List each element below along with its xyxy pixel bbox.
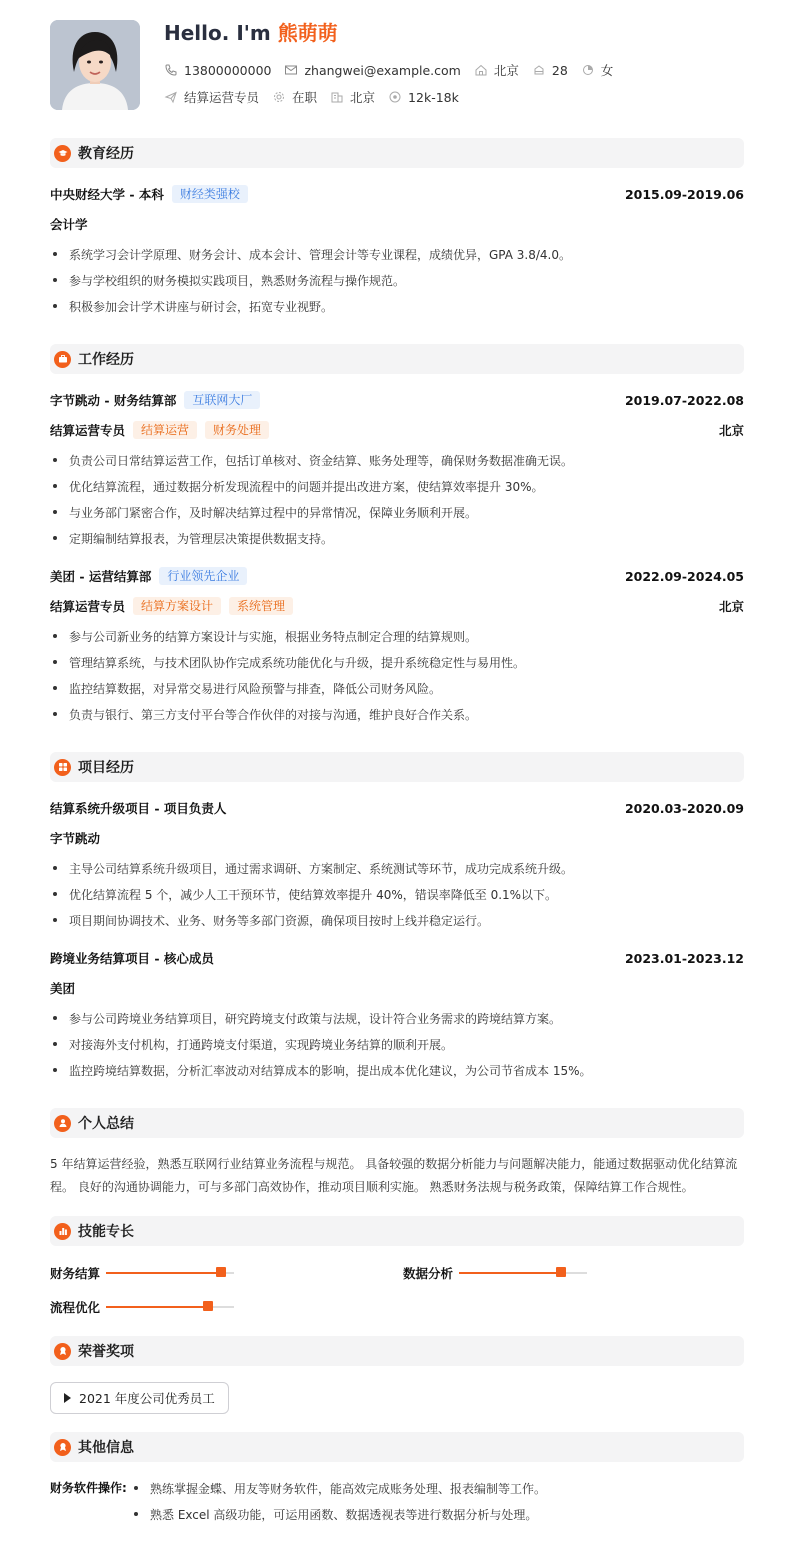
skill-name: 数据分析 [403, 1266, 454, 1281]
bullet-text: 积极参加会计学术讲座与研讨会，拓宽专业视野。 [69, 299, 334, 314]
skill-level-marker [556, 1267, 566, 1277]
bullet-text: 负责公司日常结算运营工作，包括订单核对、资金结算、账务处理等，确保财务数据准确无误。 [69, 453, 574, 468]
bullet-text: 对接海外支付机构，打通跨境支付渠道，实现跨境业务结算的顺利开展。 [69, 1037, 454, 1052]
status-text: 在职 [292, 90, 318, 105]
list-item [50, 529, 744, 547]
status-item [272, 88, 317, 106]
project-title: 结算系统升级项目 - 项目负责人 [50, 801, 227, 816]
list-item [50, 679, 744, 697]
skill-bar-fill [459, 1272, 561, 1274]
bullet-dot [134, 1512, 138, 1516]
expand-arrow-icon [64, 1393, 71, 1403]
work-period: 2022.09-2024.05 [624, 568, 744, 584]
age-icon [532, 63, 546, 77]
section-summary [50, 1108, 744, 1138]
skill-bar [106, 1272, 234, 1274]
bullet-text: 定期编制结算报表，为管理层决策提供数据支持。 [69, 531, 334, 546]
section-awards [50, 1336, 744, 1366]
section-title: 个人总结 [78, 1116, 134, 1132]
user-icon [54, 1115, 71, 1132]
skill-name: 财务结算 [50, 1266, 101, 1281]
skill-level-marker [203, 1301, 213, 1311]
list-item [50, 911, 744, 929]
bullet-dot [53, 1068, 57, 1072]
section-education [50, 138, 744, 168]
bullet-dot [53, 536, 57, 540]
phone-text: 13800000000 [184, 62, 272, 78]
skill-bar-fill [106, 1272, 221, 1274]
education-period: 2015.09-2019.06 [624, 186, 744, 202]
bullet-dot [53, 252, 57, 256]
mail-icon [284, 63, 298, 77]
bullet-text: 与业务部门紧密合作，及时解决结算过程中的异常情况，保障业务顺利开展。 [69, 505, 478, 520]
section-other [50, 1432, 744, 1462]
bullet-dot [53, 866, 57, 870]
gender-text: 女 [600, 63, 614, 78]
project-title: 跨境业务结算项目 - 核心成员 [50, 951, 214, 966]
bullet-text: 主导公司结算系统升级项目，通过需求调研、方案制定、系统测试等环节，成功完成系统升级。 [69, 861, 574, 876]
salary-text: 12k-18k [408, 89, 459, 105]
bullet-text: 参与公司新业务的结算方案设计与实施，根据业务特点制定合理的结算规则。 [69, 629, 478, 644]
list-item [134, 1505, 537, 1523]
company-tag: 行业领先企业 [159, 567, 247, 585]
list-item [50, 1061, 744, 1079]
bar-chart-icon [54, 1223, 71, 1240]
certificate-icon [54, 1439, 71, 1456]
bullet-dot [53, 712, 57, 716]
graduation-cap-icon [54, 145, 71, 162]
list-item [50, 1009, 744, 1027]
skill-bar [459, 1272, 587, 1274]
bullet-text: 优化结算流程 5 个，减少人工干预环节，使结算效率提升 40%，错误率降低至 0.1%以下。 [69, 887, 558, 902]
location-text: 北京 [493, 63, 519, 78]
list-item [50, 885, 744, 903]
project-period: 2020.03-2020.09 [624, 800, 744, 816]
work-header [50, 566, 744, 586]
bullet-dot [53, 484, 57, 488]
work-role-row [50, 420, 744, 440]
skill-tag: 财务处理 [205, 421, 269, 439]
section-work [50, 344, 744, 374]
section-title: 荣誉奖项 [78, 1344, 134, 1360]
list-item [50, 653, 744, 671]
other-label: 财务软件操作: [50, 1481, 127, 1495]
work-header [50, 390, 744, 410]
list-item [50, 705, 744, 723]
bullet-dot [134, 1486, 138, 1490]
list-item [50, 451, 744, 469]
education-major-row [50, 214, 744, 234]
project-period: 2023.01-2023.12 [624, 950, 744, 966]
section-title: 工作经历 [78, 352, 134, 368]
bullet-dot [53, 892, 57, 896]
bullet-dot [53, 634, 57, 638]
section-project [50, 752, 744, 782]
skill-item [403, 1263, 587, 1283]
section-title: 项目经历 [78, 760, 134, 776]
briefcase-icon [54, 351, 71, 368]
email-item [284, 63, 460, 78]
bullet-text: 监控跨境结算数据，分析汇率波动对结算成本的影响，提出成本优化建议，为公司节省成本 15%。 [69, 1063, 592, 1078]
list-item [50, 297, 744, 315]
gender-item [581, 61, 614, 79]
project-org-row [50, 828, 744, 848]
list-item [50, 627, 744, 645]
list-item [50, 477, 744, 495]
project-org: 美团 [50, 981, 76, 996]
section-title: 技能专长 [78, 1224, 134, 1240]
list-item [50, 859, 744, 877]
city-text: 北京 [350, 90, 376, 105]
bullet-text: 管理结算系统，与技术团队协作完成系统功能优化与升级，提升系统稳定性与易用性。 [69, 655, 526, 670]
award-icon [54, 1343, 71, 1360]
company-name: 字节跳动 - 财务结算部 [50, 393, 177, 408]
bullet-text: 参与公司跨境业务结算项目，研究跨境支付政策与法规，设计符合业务需求的跨境结算方案。 [69, 1011, 562, 1026]
summary-text: 5 年结算运营经验，熟悉互联网行业结算业务流程与规范。 具备较强的数据分析能力与问题解决能力，能通过数据驱动优化结算流程。 良好的沟通协调能力，可与多部门高效协作，推动项目顺利实施。 熟悉财务法规与税务政策，保障结算工作合规性。 [50, 1157, 738, 1194]
grid-icon [54, 759, 71, 776]
contact-row [164, 61, 626, 79]
list-item [134, 1479, 546, 1497]
project-org: 字节跳动 [50, 831, 101, 846]
section-title: 其他信息 [78, 1440, 134, 1456]
company-tag: 互联网大厂 [184, 391, 260, 409]
bullet-dot [53, 278, 57, 282]
phone-item [164, 63, 271, 78]
salary-icon [388, 90, 402, 104]
school-tag: 财经类强校 [172, 185, 248, 203]
list-item [50, 1035, 744, 1053]
position-text: 结算运营专员 [184, 90, 260, 105]
bullet-text: 项目期间协调技术、业务、财务等多部门资源，确保项目按时上线并稳定运行。 [69, 913, 490, 928]
phone-icon [164, 63, 178, 77]
work-role-row [50, 596, 744, 616]
role-name: 结算运营专员 [50, 599, 126, 614]
list-item [50, 245, 744, 263]
education-header [50, 184, 744, 204]
work-period: 2019.07-2022.08 [624, 392, 744, 408]
bullet-dot [53, 458, 57, 462]
skill-tag: 系统管理 [229, 597, 293, 615]
award-item[interactable] [50, 1382, 229, 1414]
bullet-text: 熟练掌握金蝶、用友等财务软件，能高效完成账务处理、报表编制等工作。 [150, 1481, 547, 1496]
bullet-text: 参与学校组织的财务模拟实践项目，熟悉财务流程与操作规范。 [69, 273, 406, 288]
project-org-row [50, 978, 744, 998]
age-item [532, 63, 568, 78]
section-skills [50, 1216, 744, 1246]
gear-icon [272, 90, 286, 104]
company-name: 美团 - 运营结算部 [50, 569, 152, 584]
skill-level-marker [216, 1267, 226, 1277]
bullet-dot [53, 1042, 57, 1046]
bullet-dot [53, 918, 57, 922]
skill-item [50, 1263, 234, 1283]
project-header [50, 798, 744, 818]
role-name: 结算运营专员 [50, 423, 126, 438]
candidate-name: 熊萌萌 [277, 21, 338, 45]
gender-icon [581, 63, 595, 77]
job-intent-row [164, 88, 472, 106]
work-city: 北京 [718, 423, 744, 438]
major: 会计学 [50, 217, 88, 232]
bullet-dot [53, 510, 57, 514]
award-text: 2021 年度公司优秀员工 [79, 1391, 215, 1406]
bullet-text: 熟悉 Excel 高级功能，可运用函数、数据透视表等进行数据分析与处理。 [150, 1507, 538, 1522]
bullet-dot [53, 686, 57, 690]
bullet-dot [53, 1016, 57, 1020]
project-header [50, 948, 744, 968]
skill-tag: 结算方案设计 [133, 597, 221, 615]
skill-item [50, 1297, 234, 1317]
position-item [164, 88, 259, 106]
skill-name: 流程优化 [50, 1300, 101, 1315]
greeting-title [164, 20, 338, 46]
bullet-text: 负责与银行、第三方支付平台等合作伙伴的对接与沟通，维护良好合作关系。 [69, 707, 478, 722]
home-icon [474, 63, 488, 77]
location-item [474, 61, 519, 79]
greeting-text: Hello. I'm [164, 21, 278, 45]
bullet-text: 系统学习会计学原理、财务会计、成本会计、管理会计等专业课程，成绩优异，GPA 3.8/4.0。 [69, 247, 572, 262]
skill-bar [106, 1306, 234, 1308]
list-item [50, 271, 744, 289]
bullet-dot [53, 304, 57, 308]
section-title: 教育经历 [78, 146, 134, 162]
resume-header [50, 20, 744, 110]
avatar-portrait [50, 20, 140, 110]
bullet-dot [53, 660, 57, 664]
skill-bar-fill [106, 1306, 208, 1308]
list-item [50, 503, 744, 521]
bullet-text: 监控结算数据，对异常交易进行风险预警与排查，降低公司财务风险。 [69, 681, 442, 696]
city-item [330, 88, 375, 106]
age-text: 28 [551, 62, 568, 78]
email-text: zhangwei@example.com [304, 62, 461, 78]
send-icon [164, 90, 178, 104]
building-icon [330, 90, 344, 104]
salary-item [388, 90, 459, 105]
bullet-text: 优化结算流程，通过数据分析发现流程中的问题并提出改进方案，使结算效率提升 30%。 [69, 479, 544, 494]
avatar [50, 20, 140, 110]
school-name: 中央财经大学 - 本科 [50, 187, 164, 202]
skill-tag: 结算运营 [133, 421, 197, 439]
work-city: 北京 [718, 599, 744, 614]
